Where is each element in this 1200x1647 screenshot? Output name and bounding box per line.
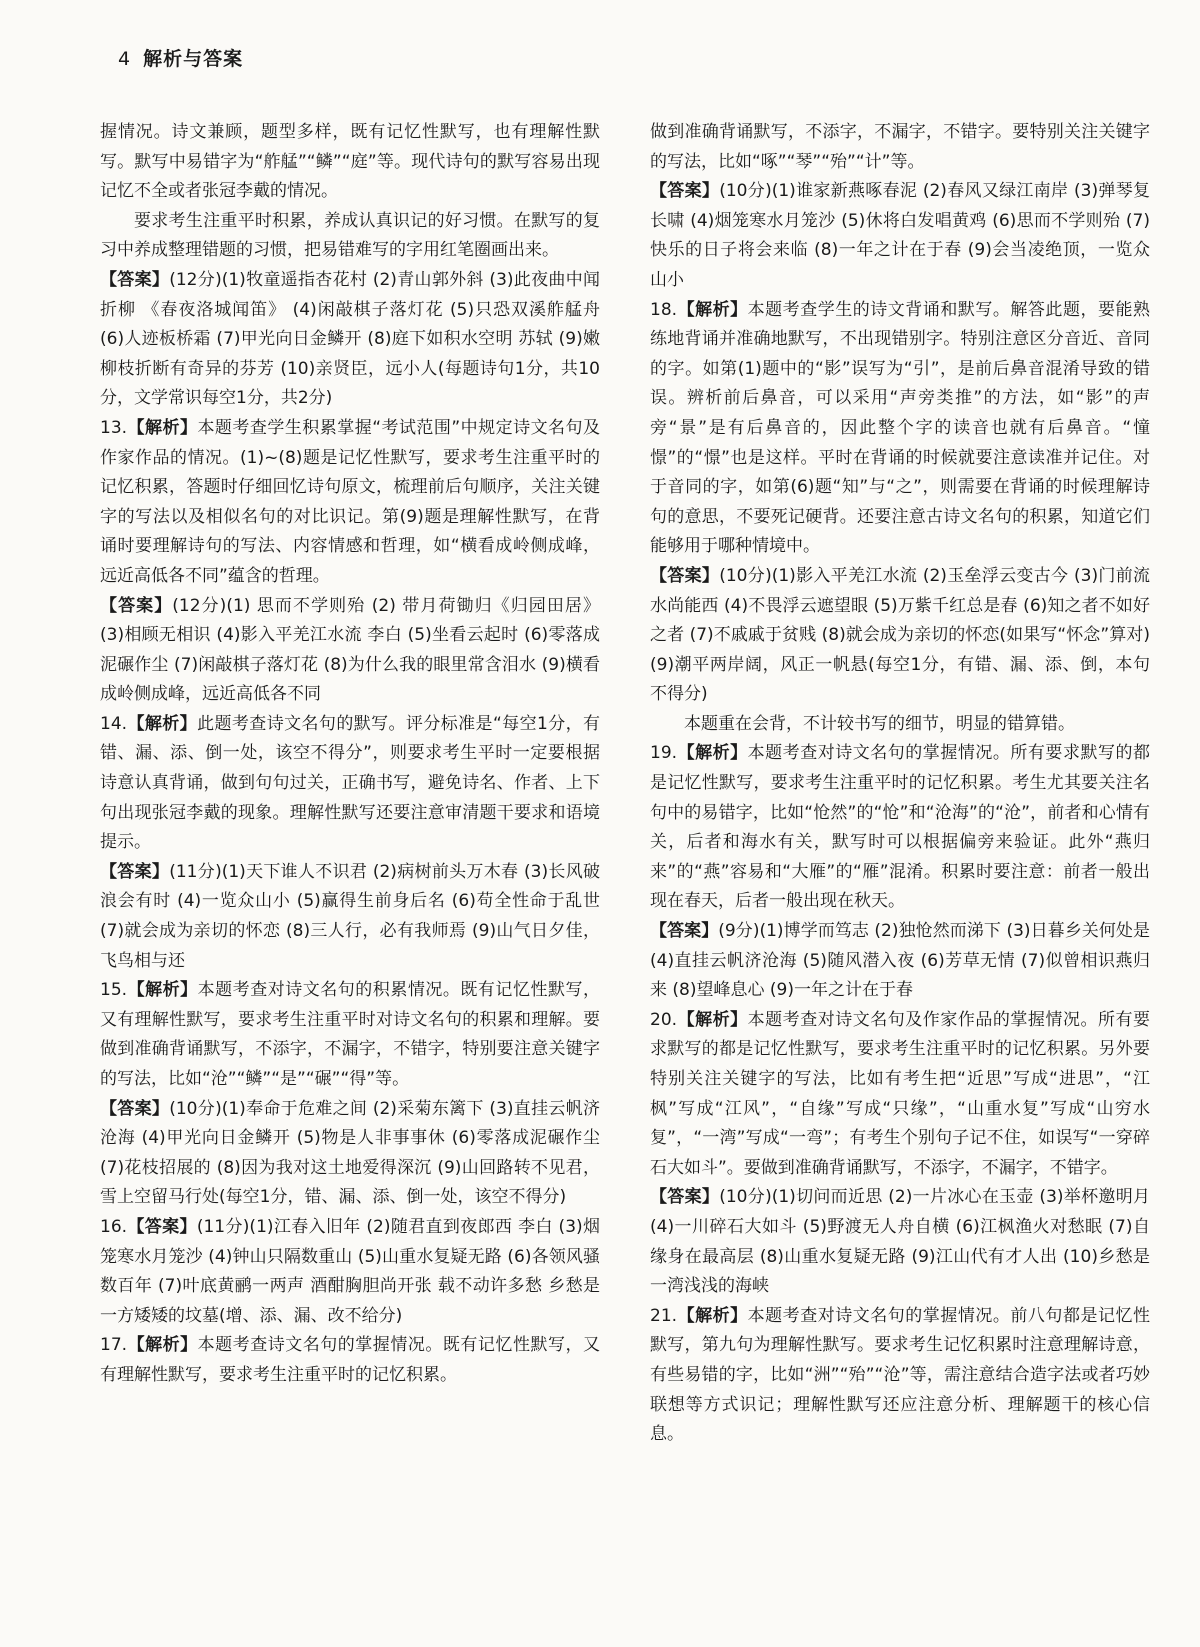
analysis-text: 本题考查诗文名句的掌握情况。既有记忆性默写，又有理解性默写，要求考生注重平时的记忆积累。	[100, 1335, 601, 1385]
answer-text: (10分)(1)切问而近思 (2)一片冰心在玉壶 (3)举杯邀明月 (4)一川碎石大如斗 (5)野渡无人舟自横 (6)江枫渔火对愁眠 (7)自缘身在最高层 (8)山重水复疑无路 (9)江山代有才人出 (10)乡愁是一湾浅浅的海峡	[650, 1187, 1151, 1297]
left-column	[100, 118, 600, 1391]
paragraph: 要求考生注重平时积累，养成认真识记的好习惯。在默写的复习中养成整理错题的习惯，把易错难写的字用红笔圈画出来。	[100, 210, 600, 261]
answer-text: (10分)(1)奉命于危难之间 (2)采菊东篱下 (3)直挂云帆济沧海 (4)甲光向日金鳞开 (5)物是人非事事休 (6)零落成泥碾作尘 (7)花枝招展的 (8)因为我对这土地爱得深沉 (9)山回路转不见君，雪上空留马行处(每空1分，错、漏、添、倒一处，该空不得分)	[100, 1098, 601, 1208]
answer-block	[100, 266, 600, 414]
answer-block	[650, 562, 1150, 710]
analysis-tag: 【解析】	[127, 713, 198, 734]
analysis-text: 本题考查对诗文名句的积累情况。既有记忆性默写，又有理解性默写，要求考生注重平时对诗文名句的积累和理解。要做到准确背诵默写，不添字，不漏字，不错字，特别要注意关键字的写法，比如“沧”“鳞”“是”“碾”“得”等。	[100, 980, 601, 1089]
answer-text: (11分)(1)天下谁人不识君 (2)病树前头万木春 (3)长风破浪会有时 (4)一览众山小 (5)赢得生前身后名 (6)苟全性命于乱世 (7)就会成为亲切的怀恋 (8)三人行，必有我师焉 (9)山气日夕佳，飞鸟相与还	[100, 861, 601, 971]
analysis-block	[100, 710, 600, 858]
analysis-text: 本题考查学生的诗文背诵和默写。解答此题，要能熟练地背诵并准确地默写，不出现错别字。特别注意区分音近、音同的字。如第(1)题中的“影”误写为“引”，是前后鼻音混淆导致的错误。辨析前后鼻音，可以采用“声旁类推”的方法，如“影”的声旁“景”是有后鼻音的，因此整个字的读音也就有后鼻音。“憧憬”的“憬”也是这样。平时在背诵的时候就要注意读准并记住。对于音同的字，如第(6)题“知”与“之”，则需要在背诵的时候理解诗句的意思，不要死记硬背。还要注意古诗文名句的积累，知道它们能够用于哪种情境中。	[650, 299, 1151, 557]
answer-text: (12分)(1) 思而不学则殆 (2) 带月荷锄归《归园田居》 (3)相顾无相识 (4)影入平羌江水流 李白 (5)坐看云起时 (6)零落成泥碾作尘 (7)闲敲棋子落灯花 (8)为什么我的眼里常含泪水 (9)横看成岭侧成峰，远近高低各不同	[100, 595, 600, 705]
analysis-block	[100, 976, 600, 1094]
analysis-block	[100, 1331, 600, 1390]
answer-text: (12分)(1)牧童遥指杏花村 (2)青山郭外斜 (3)此夜曲中闻折柳 《春夜洛城闻笛》 (4)闲敲棋子落灯花 (5)只恐双溪舴艋舟 (6)人迹板桥霜 (7)甲光向日金鳞开 (8)庭下如积水空明 苏轼 (9)嫩柳枝折断有奇异的芬芳 (10)亲贤臣，远小人(每题诗句1分，共10分，文学常识每空1分，共2分)	[100, 269, 601, 409]
analysis-tag: 【解析】	[677, 299, 748, 320]
answer-block	[650, 177, 1150, 295]
paragraph: 做到准确背诵默写，不添字，不漏字，不错字。要特别关注关键字的写法，比如“啄”“琴”“殆”“计”等。	[650, 122, 1150, 172]
analysis-block	[650, 739, 1150, 917]
answer-block	[100, 1095, 600, 1213]
answer-tag: 【答案】	[650, 921, 719, 942]
analysis-text: 本题考查对诗文名句及作家作品的掌握情况。所有要求默写的都是记忆性默写，要求考生注重平时的记忆积累。另外要特别关注关键字的写法，比如有考生把“近思”写成“进思”，“江枫”写成“江风”，“自缘”写成“只缘”，“山重水复”写成“山穷水复”，“一湾”写成“一弯”；有考生个别句子记不住，如误写“一穿碎石大如斗”。要做到准确背诵默写，不添字，不漏字，不错字。	[650, 1009, 1151, 1178]
analysis-block	[100, 414, 600, 592]
answer-block	[100, 858, 600, 976]
question-number: 18.	[650, 299, 678, 320]
answer-tag: 【答案】	[650, 565, 720, 586]
analysis-tag: 【解析】	[677, 743, 748, 764]
question-number: 14.	[100, 713, 128, 734]
answer-block	[100, 592, 600, 710]
page-header	[118, 44, 243, 71]
question-number: 16.	[100, 1216, 128, 1237]
analysis-tag: 【解析】	[127, 417, 198, 438]
answer-block	[650, 917, 1150, 1006]
page-title: 解析与答案	[143, 48, 244, 70]
answer-text: (9分)(1)博学而笃志 (2)独怆然而涕下 (3)日暮乡关何处是 (4)直挂云帆济沧海 (5)随风潜入夜 (6)芳草无情 (7)似曾相识燕归来 (8)望峰息心 (9)一年之计在于春	[650, 921, 1150, 1001]
question-number: 17.	[100, 1335, 128, 1356]
page-number: 4	[118, 48, 132, 70]
answer-block	[100, 1213, 600, 1331]
question-number: 20.	[650, 1009, 678, 1030]
answer-block	[650, 1183, 1150, 1301]
analysis-text: 本题考查对诗文名句的掌握情况。前八句都是记忆性默写，第九句为理解性默写。要求考生记忆积累时注意理解诗意，有些易错的字，比如“洲”“殆”“沧”等，需注意结合造字法或者巧妙联想等方式识记；理解性默写还应注意分析、理解题干的核心信息。	[650, 1305, 1151, 1445]
analysis-block	[650, 1302, 1150, 1450]
analysis-tag: 【解析】	[127, 1335, 198, 1356]
question-number: 21.	[650, 1305, 678, 1326]
answer-text: (11分)(1)江春入旧年 (2)随君直到夜郎西 李白 (3)烟笼寒水月笼沙 (4)钟山只隔数重山 (5)山重水复疑无路 (6)各领风骚数百年 (7)叶底黄鹂一两声 酒酣胸胆尚开张 载不动许多愁 乡愁是一方矮矮的坟墓(增、添、漏、改不给分)	[100, 1216, 600, 1326]
paragraph: 握情况。诗文兼顾，题型多样，既有记忆性默写，也有理解性默写。默写中易错字为“舴艋”“鳞”“庭”等。现代诗句的默写容易出现记忆不全或者张冠李戴的情况。	[100, 122, 600, 202]
right-column	[650, 118, 1150, 1450]
note-paragraph: 本题重在会背，不计较书写的细节，明显的错算错。	[684, 713, 1075, 734]
answer-tag: 【答案】	[100, 861, 170, 882]
answer-tag: 【答案】	[650, 1187, 720, 1208]
analysis-block	[650, 296, 1150, 562]
analysis-text: 本题考查学生积累掌握“考试范围”中规定诗文名句及作家作品的情况。(1)~(8)题是记忆性默写，要求考生注重平时的记忆积累，答题时仔细回忆诗句原文，梳理前后句顺序，关注关键字的写法以及相似名句的对比识记。第(9)题是理解性默写，在背诵时要理解诗句的写法、内容情感和哲理，如“横看成岭侧成峰，远近高低各不同”蕴含的哲理。	[100, 417, 600, 586]
answer-text: (10分)(1)谁家新燕啄春泥 (2)春风又绿江南岸 (3)弹琴复长啸 (4)烟笼寒水月笼沙 (5)休将白发唱黄鸡 (6)思而不学则殆 (7)快乐的日子将会来临 (8)一年之计在于春 (9)会当凌绝顶，一览众山小	[650, 181, 1151, 290]
analysis-text: 此题考查诗文名句的默写。评分标准是“每空1分，有错、漏、添、倒一处，该空不得分”，则要求考生平时一定要根据诗意认真背诵，做到句句过关，正确书写，避免诗名、作者、上下句出现张冠李戴的现象。理解性默写还要注意审清题干要求和语境提示。	[100, 713, 601, 853]
answer-tag: 【答案】	[650, 181, 720, 202]
question-number: 15.	[100, 980, 128, 1001]
analysis-text: 本题考查对诗文名句的掌握情况。所有要求默写的都是记忆性默写，要求考生注重平时的记忆积累。考生尤其要关注名句中的易错字，比如“怆然”的“怆”和“沧海”的“沧”，前者和心情有关，后者和海水有关，默写时可以根据偏旁来验证。此外“燕归来”的“燕”容易和“大雁”的“雁”混淆。积累时要注意：前者一般出现在春天，后者一般出现在秋天。	[650, 743, 1151, 912]
answer-tag: 【答案】	[127, 1216, 197, 1237]
analysis-tag: 【解析】	[127, 980, 198, 1001]
question-number: 13.	[100, 417, 128, 438]
analysis-block	[650, 1006, 1150, 1184]
analysis-tag: 【解析】	[677, 1305, 748, 1326]
answer-tag: 【答案】	[100, 269, 170, 290]
answer-text: (10分)(1)影入平羌江水流 (2)玉垒浮云变古今 (3)门前流水尚能西 (4)不畏浮云遮望眼 (5)万紫千红总是春 (6)知之者不如好之者 (7)不戚戚于贫贱 (8)就会成为亲切的怀恋(如果写“怀念”算对) (9)潮平两岸阔，风正一帆悬(每空1分，有错、漏、添、倒，本句不得分)	[650, 565, 1151, 705]
question-number: 19.	[650, 743, 678, 764]
answer-tag: 【答案】	[100, 1098, 170, 1119]
answer-tag: 【答案】	[100, 595, 173, 616]
analysis-tag: 【解析】	[677, 1009, 748, 1030]
